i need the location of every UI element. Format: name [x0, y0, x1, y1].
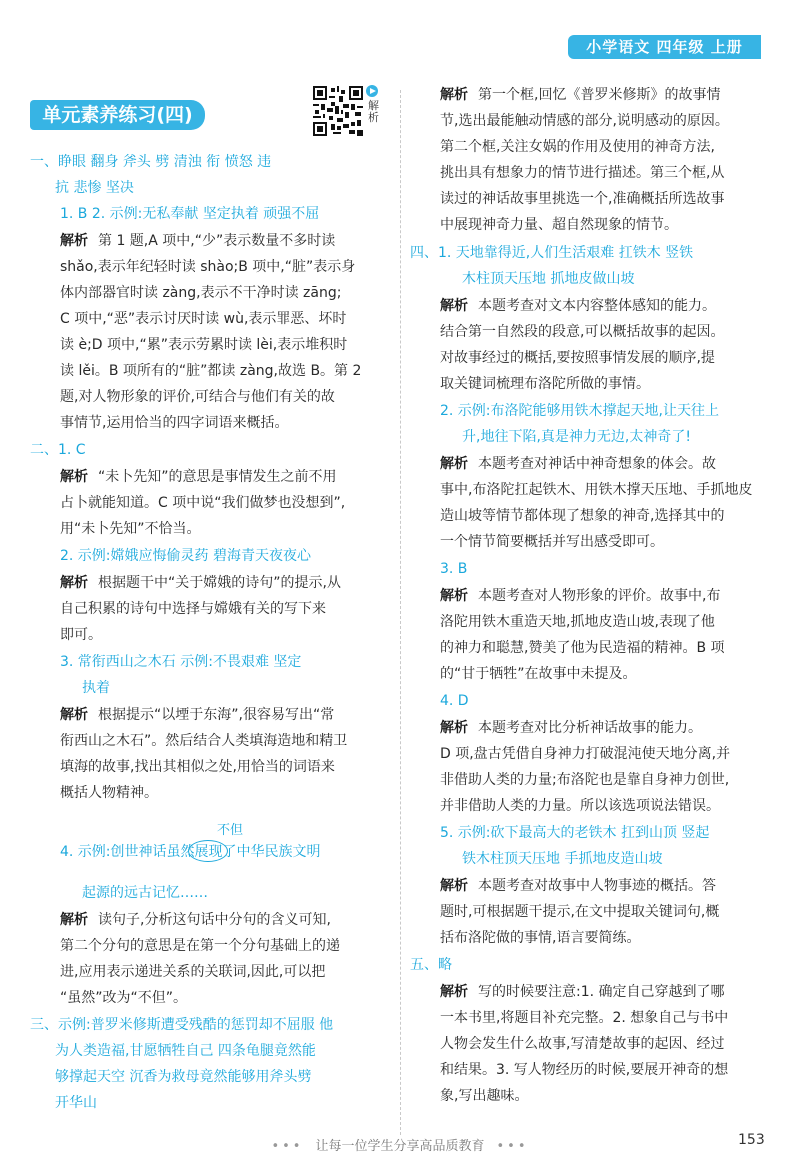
- footer-dots-right: •••: [496, 1139, 529, 1154]
- line-text: “虽然”改为“不但”。: [60, 990, 188, 1006]
- right-line: [440, 744, 730, 764]
- right-line: [440, 215, 678, 235]
- left-line: [30, 152, 271, 172]
- right-line: [440, 348, 715, 368]
- analysis-label: 解析: [60, 575, 88, 591]
- right-line: [440, 454, 716, 474]
- qr-label: 解析: [368, 99, 379, 124]
- line-text: 本题考查对人物形象的评价。故事中,布: [478, 588, 721, 604]
- line-text: 二、1. C: [30, 442, 86, 458]
- line-text: 第一个框,回忆《普罗米修斯》的故事情: [478, 87, 721, 103]
- header-label: 小学语文 四年级 上册: [568, 35, 761, 59]
- line-text: 取关键词梳理布洛陀所做的事情。: [440, 376, 650, 392]
- analysis-label: 解析: [440, 984, 468, 1000]
- line-text: 木柱顶天压地 抓地皮做山坡: [462, 271, 635, 287]
- line-text: 开华山: [55, 1095, 97, 1111]
- line-text: 括布洛陀做的事情,语言要简练。: [440, 930, 641, 946]
- page-number: 153: [738, 1132, 765, 1148]
- right-line: [440, 137, 715, 157]
- right-line: [440, 480, 752, 500]
- line-text: 读 è;D 项中,“累”表示劳累时读 lèi,表示堆积时: [60, 337, 348, 353]
- analysis-label: 解析: [60, 469, 88, 485]
- line-text: 对故事经过的概括,要按照事情发展的顺序,提: [440, 350, 715, 366]
- line-text: 本题考查对比分析神话故事的能力。: [478, 720, 702, 736]
- line-text: 挑出具有想象力的情节进行描述。第三个框,从: [440, 165, 725, 181]
- line-text: 概括人物精神。: [60, 785, 158, 801]
- right-line: [440, 296, 716, 316]
- footer-dots-left: •••: [271, 1139, 304, 1154]
- right-line: [440, 928, 640, 948]
- line-text: 体内部器官时读 zàng,表示不干净时读 zāng;: [60, 285, 342, 301]
- analysis-label: 解析: [440, 588, 468, 604]
- line-text: shǎo,表示年纪轻时读 shào;B 项中,“脏”表示身: [60, 259, 356, 275]
- line-text: 的神力和聪慧,赞美了他为民造福的精神。B 项: [440, 640, 725, 656]
- line-text: 题,对人物形象的评价,可结合与他们有关的故: [60, 389, 335, 405]
- line-text: 抗 悲惨 坚决: [55, 180, 134, 196]
- left-line: [60, 783, 158, 803]
- line-text: 事中,布洛陀扛起铁木、用铁木撑天压地、手抓地皮: [440, 482, 753, 498]
- left-line: [60, 231, 335, 251]
- handwritten-correction: 不但: [217, 823, 244, 838]
- line-text: 四、1. 天地靠得近,人们生活艰难 扛铁木 竖铁: [410, 245, 694, 261]
- left-line: [55, 1067, 311, 1087]
- right-line: [440, 691, 469, 711]
- left-line: [60, 257, 355, 277]
- analysis-label: 解析: [440, 878, 468, 894]
- left-line: [60, 910, 331, 930]
- left-line: [60, 204, 319, 224]
- line-text: 5. 示例:砍下最高大的老铁木 扛到山顶 竖起: [440, 825, 710, 841]
- line-text: 本题考查对神话中神奇想象的体会。故: [478, 456, 716, 472]
- qr-code[interactable]: [313, 86, 363, 136]
- right-line: [440, 506, 724, 526]
- line-text: 用“未卜先知”不恰当。: [60, 521, 201, 537]
- left-line: [60, 387, 335, 407]
- line-text: 起源的远古记忆……: [82, 885, 208, 901]
- left-line: [60, 493, 345, 513]
- line-text: 一、睁眼 翻身 斧头 劈 清浊 衔 愤怒 违: [30, 154, 272, 170]
- left-line: [60, 573, 341, 593]
- analysis-label: 解析: [440, 87, 468, 103]
- right-line: [462, 427, 691, 447]
- line-text: 即可。: [60, 627, 102, 643]
- right-line: [440, 664, 637, 684]
- line-text: 进,应用表示递进关系的关联词,因此,可以把: [60, 964, 326, 980]
- line-text: 中展现神奇力量、超自然现象的情节。: [440, 217, 678, 233]
- right-line: [440, 1086, 528, 1106]
- left-line: [60, 988, 187, 1008]
- analysis-label: 解析: [60, 233, 88, 249]
- analysis-label: 解析: [60, 912, 88, 928]
- left-line: [60, 361, 361, 381]
- left-line: [55, 1093, 97, 1113]
- right-line: [440, 876, 716, 896]
- left-line: [55, 178, 134, 198]
- line-text: 根据题干中“关于嫦娥的诗句”的提示,从: [98, 575, 341, 591]
- line-text: 2. 示例:布洛陀能够用铁木撑起天地,让天往上: [440, 403, 719, 419]
- analysis-label: 解析: [60, 707, 88, 723]
- analysis-label: 解析: [440, 456, 468, 472]
- right-line: [440, 982, 725, 1002]
- left-line: [60, 309, 346, 329]
- line-text: 五、略: [410, 957, 452, 973]
- line-text: 根据提示“以堙于东海”,很容易写出“常: [98, 707, 335, 723]
- right-line: [440, 902, 719, 922]
- line-text: 并非借助人类的力量。所以该选项说法错误。: [440, 798, 720, 814]
- right-line: [410, 955, 452, 975]
- left-line: [60, 731, 347, 751]
- left-line: [60, 705, 334, 725]
- right-line: [440, 85, 720, 105]
- line-text: 造山坡等情节都体现了想象的神奇,选择其中的: [440, 508, 725, 524]
- line-text: 自己积累的诗句中选择与嫦娥有关的写下来: [60, 601, 326, 617]
- right-line: [440, 163, 724, 183]
- play-icon[interactable]: [366, 85, 378, 97]
- line-text: 第二个框,关注女娲的作用及使用的神奇方法,: [440, 139, 715, 155]
- right-line: [440, 189, 724, 209]
- right-line: [440, 111, 729, 131]
- line-text: 人物会发生什么故事,写清楚故事的起因、经过: [440, 1036, 725, 1052]
- right-line: [440, 532, 664, 552]
- left-line: [55, 1041, 316, 1061]
- line-text: 读过的神话故事里挑选一个,准确概括所选故事: [440, 191, 725, 207]
- section-title: 单元素养练习(四): [30, 100, 205, 130]
- right-line: [440, 796, 720, 816]
- left-line: [30, 440, 86, 460]
- right-line: [440, 1008, 728, 1028]
- line-text: 3. 常衔西山之木石 示例:不畏艰难 坚定: [60, 654, 302, 670]
- line-text: 占卜就能知道。C 项中说“我们做梦也没想到”,: [60, 495, 346, 511]
- line-text: 非借助人类的力量;布洛陀也是靠自身神力创世,: [440, 772, 730, 788]
- left-line: [82, 883, 208, 903]
- line-text: D 项,盘古凭借自身神力打破混沌使天地分离,并: [440, 746, 731, 762]
- right-line: [440, 823, 709, 843]
- left-line: [60, 757, 335, 777]
- line-text: 4. 示例:创世神话虽然展现了中华民族文明: [60, 844, 321, 860]
- correction-circle: [188, 840, 228, 862]
- line-text: 衔西山之木石”。然后结合人类填海造地和精卫: [60, 733, 348, 749]
- line-text: “未卜先知”的意思是事情发生之前不用: [98, 469, 337, 485]
- left-line: [60, 962, 325, 982]
- line-text: 读 lěi。B 项所有的“脏”都读 zàng,故选 B。第 2: [60, 363, 362, 379]
- footer-slogan: 让每一位学生分享高品质教育: [315, 1139, 485, 1154]
- right-line: [440, 401, 719, 421]
- left-line: [60, 467, 337, 487]
- left-line: [60, 335, 347, 355]
- line-text: 升,地往下陷,真是神力无边,太神奇了!: [462, 429, 691, 445]
- line-text: 象,写出趣味。: [440, 1088, 529, 1104]
- left-line: [82, 678, 110, 698]
- line-text: 题时,可根据题干提示,在文中提取关键词句,概: [440, 904, 720, 920]
- line-text: 填海的故事,找出其相似之处,用恰当的词语来: [60, 759, 335, 775]
- line-text: 1. B 2. 示例:无私奉献 坚定执着 顽强不屈: [60, 206, 320, 222]
- right-line: [440, 770, 729, 790]
- line-text: 的“甘于牺牲”在故事中未提及。: [440, 666, 637, 682]
- line-text: 3. B: [440, 561, 468, 577]
- right-line: [440, 322, 724, 342]
- right-line: [410, 243, 693, 263]
- right-line: [440, 1034, 724, 1054]
- line-text: 第二个分句的意思是在第一个分句基础上的递: [60, 938, 340, 954]
- line-text: 4. D: [440, 693, 469, 709]
- line-text: 够撑起天空 沉香为救母竟然能够用斧头劈: [55, 1069, 312, 1085]
- line-text: 执着: [82, 680, 110, 696]
- footer: [0, 1135, 800, 1154]
- left-line: [60, 625, 102, 645]
- line-text: 节,选出最能触动情感的部分,说明感动的原因。: [440, 113, 729, 129]
- left-line: [60, 413, 288, 433]
- line-text: 铁木柱顶天压地 手抓地皮造山坡: [462, 851, 663, 867]
- right-line: [440, 559, 467, 579]
- left-line: [60, 652, 301, 672]
- right-line: [440, 374, 650, 394]
- right-line: [440, 1060, 728, 1080]
- left-line: [60, 546, 311, 566]
- right-line: [440, 638, 725, 658]
- analysis-label: 解析: [440, 298, 468, 314]
- line-text: 三、示例:普罗米修斯遭受残酷的惩罚却不屈服 他: [30, 1017, 334, 1033]
- right-line: [440, 612, 715, 632]
- right-line: [440, 586, 720, 606]
- left-line: [60, 936, 340, 956]
- right-line: [462, 849, 662, 869]
- line-text: 本题考查对故事中人物事迹的概括。答: [478, 878, 716, 894]
- line-text: C 项中,“恶”表示讨厌时读 wù,表示罪恶、坏时: [60, 311, 347, 327]
- line-text: 和结果。3. 写人物经历的时候,要展开神奇的想: [440, 1062, 729, 1078]
- analysis-label: 解析: [440, 720, 468, 736]
- line-text: 事情节,运用恰当的四字词语来概括。: [60, 415, 289, 431]
- left-line: [30, 1015, 333, 1035]
- line-text: 一个情节简要概括并写出感受即可。: [440, 534, 664, 550]
- line-text: 洛陀用铁木重造天地,抓地皮造山坡,表现了他: [440, 614, 715, 630]
- line-text: 为人类造福,甘愿牺牲自己 四条龟腿竟然能: [55, 1043, 316, 1059]
- right-line: [462, 269, 634, 289]
- left-line: [60, 599, 326, 619]
- column-divider: [400, 90, 401, 1135]
- line-text: 读句子,分析这句话中分句的含义可知,: [98, 912, 331, 928]
- line-text: 第 1 题,A 项中,“少”表示数量不多时读: [98, 233, 336, 249]
- line-text: 写的时候要注意:1. 确定自己穿越到了哪: [478, 984, 725, 1000]
- left-line: [60, 519, 201, 539]
- left-line: [60, 283, 341, 303]
- line-text: 一本书里,将题目补充完整。2. 想象自己与书中: [440, 1010, 729, 1026]
- line-text: 本题考查对文本内容整体感知的能力。: [478, 298, 716, 314]
- line-text: 2. 示例:嫦娥应悔偷灵药 碧海青天夜夜心: [60, 548, 311, 564]
- right-line: [440, 718, 702, 738]
- line-text: 结合第一自然段的段意,可以概括故事的起因。: [440, 324, 725, 340]
